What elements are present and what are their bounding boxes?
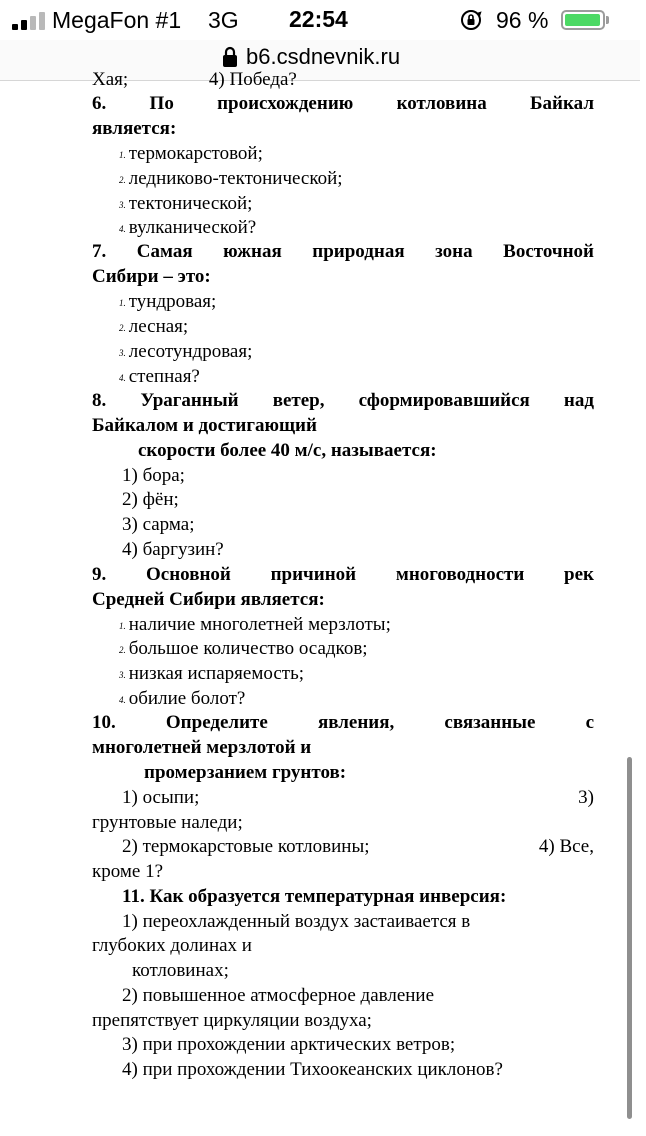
question-9-option-1: 1. наличие многолетней мерзлоты; (119, 614, 391, 635)
question-10-option-4-end: кроме 1? (92, 861, 164, 882)
rotation-lock-icon (460, 9, 482, 31)
question-8-option-2: 2) фён; (122, 489, 179, 510)
question-6-option-2: 2. ледниково-тектонической; (119, 168, 343, 189)
question-11-option-1-cont: глубоких долинах и (92, 935, 252, 956)
question-8-title-cont-2: скорости более 40 м/с, называется: (138, 440, 437, 461)
question-9-option-2: 2. большое количество осадков; (119, 638, 368, 659)
secure-lock-icon (222, 46, 238, 68)
question-11-title: 11. Как образуется температурная инверсия: (122, 886, 507, 907)
document-page (0, 69, 640, 1136)
cut-off-line: Хая; 4) Победа? (92, 69, 297, 90)
question-10-option-3-end: грунтовые наледи; (92, 812, 243, 833)
question-7-option-3: 3. лесотундровая; (119, 341, 253, 362)
battery-tip (606, 16, 609, 24)
question-10-options-row-2 (92, 835, 594, 859)
question-9-title-cont: Средней Сибири является: (92, 589, 325, 610)
question-11-option-2: 2) повышенное атмосферное давление (122, 985, 435, 1006)
question-8-option-4: 4) баргузин? (122, 539, 224, 560)
scrollbar[interactable] (627, 757, 632, 1119)
question-11-option-4: 4) при прохождении Тихоокеанских циклонов? (122, 1059, 503, 1080)
battery-icon (561, 10, 605, 30)
question-10-options-row-1 (92, 786, 594, 810)
question-8-title: 8. Ураганный ветер, сформировавшийся над (92, 390, 594, 411)
network-type: 3G (208, 7, 239, 33)
question-10-option-1: 1) осыпи; (122, 787, 200, 808)
question-11-option-2-cont: препятствует циркуляции воздуха; (92, 1010, 372, 1031)
question-9-option-4: 4. обилие болот? (119, 688, 246, 709)
question-7-option-4: 4. степная? (119, 366, 200, 387)
question-11-option-1-cont-2: котловинах; (132, 960, 229, 981)
question-9-title: 9. Основной причиной многоводности рек (92, 564, 594, 585)
carrier-name: MegaFon #1 (52, 7, 182, 33)
question-7-title: 7. Самая южная природная зона Восточной (92, 241, 594, 262)
question-8-title-cont: Байкалом и достигающий (92, 415, 317, 436)
question-7-option-1: 1. тундровая; (119, 291, 217, 312)
url-text[interactable]: b6.csdnevnik.ru (246, 44, 401, 69)
question-11-option-1: 1) переохлажденный воздух застаивается в (122, 911, 471, 932)
signal-strength-icon (12, 12, 48, 30)
question-9-option-3: 3. низкая испаряемость; (119, 663, 305, 684)
question-7-option-2: 2. лесная; (119, 316, 189, 337)
battery-percentage: 96 % (496, 7, 549, 33)
question-10-option-3-start: 3) (578, 787, 594, 808)
question-6-option-4: 4. вулканической? (119, 217, 257, 238)
status-bar (0, 0, 640, 40)
question-10-option-4-start: 4) Все, (538, 836, 594, 857)
question-7-title-cont: Сибири – это: (92, 266, 211, 287)
question-6-option-1: 1. термокарстовой; (119, 143, 263, 164)
question-10-title: 10. Определите явления, связанные с (92, 712, 594, 733)
question-10-title-cont: многолетней мерзлотой и (92, 737, 312, 758)
question-8-option-1: 1) бора; (122, 465, 185, 486)
clock: 22:54 (289, 6, 348, 32)
question-10-title-cont-2: промерзанием грунтов: (144, 762, 347, 783)
question-10-option-2: 2) термокарстовые котловины; (122, 836, 370, 857)
question-6-title-cont: является: (92, 118, 177, 139)
question-11-option-3: 3) при прохождении арктических ветров; (122, 1034, 456, 1055)
question-6-option-3: 3. тектонической; (119, 193, 253, 214)
question-8-option-3: 3) сарма; (122, 514, 195, 535)
question-6-title: 6. По происхождению котловина Байкал (92, 93, 594, 114)
